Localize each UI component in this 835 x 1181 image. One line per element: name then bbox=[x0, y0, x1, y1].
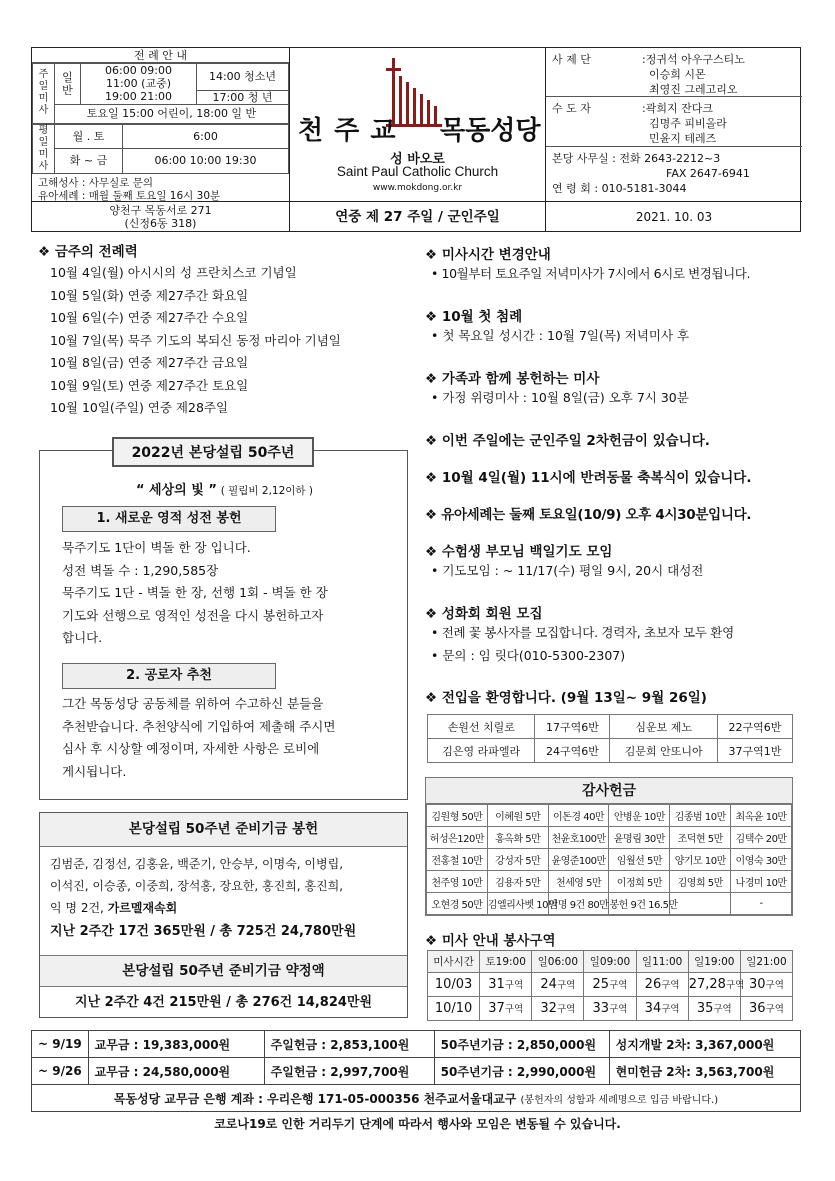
table-row bbox=[428, 739, 793, 763]
clergy-role: 사 제 단 bbox=[552, 53, 591, 66]
table-row bbox=[32, 1085, 801, 1112]
notice-bullet: 가정 위령미사 : 10월 8일(금) 오후 7시 30분 bbox=[442, 390, 689, 405]
welcome-cell: 24구역6반 bbox=[535, 739, 610, 763]
anniversary-title: 2022년 본당설립 50주년 bbox=[112, 437, 314, 467]
table-row bbox=[428, 973, 793, 997]
zone-cell bbox=[532, 973, 584, 997]
notice-bullet: 10월부터 토요주일 저녁미사가 7시에서 6시로 변경됩니다. bbox=[441, 266, 751, 281]
finance-value: 24,580,000원 bbox=[142, 1064, 231, 1079]
zone-suffix: 구역 bbox=[504, 980, 524, 991]
notice-heading: 유아세례는 둘째 토요일(10/9) 오후 4시30분입니다. bbox=[441, 507, 752, 523]
zone-number: 27,28 bbox=[688, 977, 726, 992]
liturgy-item: 10월 6일(수) 연중 제27주간 수요일 bbox=[50, 310, 249, 325]
zone-suffix: 구역 bbox=[556, 980, 576, 991]
bulletin-date: 2021. 10. 03 bbox=[545, 202, 802, 232]
weekday-label: 평일 미사 bbox=[33, 124, 55, 173]
sub2-line: 심사 후 시상할 예정이며, 자세한 사항은 로비에 bbox=[62, 741, 320, 756]
donation-cell: 이혜원 5만 bbox=[487, 805, 548, 827]
diamond-icon: ❖ bbox=[425, 606, 442, 622]
donation-cell: 천세영 5만 bbox=[548, 871, 609, 893]
sub2-line: 그간 목동성당 공동체를 위하여 수고하신 분들을 bbox=[62, 696, 324, 711]
zone-number: 31 bbox=[488, 977, 505, 992]
zone-header-cell: 일06:00 bbox=[532, 951, 584, 973]
notice-heading: 미사시간 변경안내 bbox=[441, 247, 551, 263]
zone-number: 37 bbox=[488, 1001, 505, 1016]
donation-cell: 이영숙 30만 bbox=[731, 849, 792, 871]
address-line-2: (신정6동 318) bbox=[124, 217, 197, 230]
sunday-times-a: 06:00 09:00 bbox=[81, 64, 197, 78]
fund-names: 김범준, 김정선, 김홍윤, 백준기, 안승부, 이명숙, 이병립, bbox=[50, 857, 344, 871]
donation-cell: 양기모 10만 bbox=[670, 849, 731, 871]
bullet-icon: • bbox=[431, 390, 443, 405]
donation-cell: - bbox=[731, 893, 792, 915]
table-header-row bbox=[428, 951, 793, 973]
finance-table bbox=[31, 1030, 801, 1112]
zone-number: 34 bbox=[644, 1001, 662, 1016]
clergy-name-0: 정귀석 아우구스티노 bbox=[645, 53, 745, 66]
liturgy-item: 10월 4일(월) 아시시의 성 프란치스코 기념일 bbox=[50, 265, 297, 280]
table-row bbox=[428, 997, 793, 1021]
donation-cell bbox=[670, 893, 731, 915]
clergy-name-1: 이승희 시몬 bbox=[649, 68, 706, 81]
weekday-times-1: 06:00 10:00 19:30 bbox=[123, 149, 289, 174]
zone-suffix: 구역 bbox=[661, 1004, 680, 1015]
welcome-cell: 17구역6반 bbox=[535, 715, 610, 739]
address bbox=[32, 202, 290, 232]
table-row bbox=[427, 893, 792, 915]
sub1-line: 성전 벽돌 수 : 1,290,585장 bbox=[62, 562, 219, 578]
sub1-line: 묵주기도 1단이 벽돌 한 장 입니다. bbox=[62, 540, 251, 555]
zone-cell bbox=[688, 973, 745, 997]
welcome-cell: 김문희 안또니아 bbox=[610, 739, 717, 763]
zone-header-cell: 일19:00 bbox=[688, 951, 740, 973]
zone-suffix: 구역 bbox=[556, 1004, 576, 1015]
welcome-cell: 22구역6반 bbox=[717, 715, 792, 739]
fund-box bbox=[39, 812, 408, 1018]
religious-name-0: 곽희지 잔다크 bbox=[645, 102, 713, 115]
welcome-cell: 37구역1반 bbox=[717, 739, 792, 763]
finance-label: 현미헌금 2차: bbox=[615, 1064, 691, 1079]
finance-value: 2,853,100원 bbox=[330, 1037, 410, 1052]
religious-name-2: 민윤지 테레즈 bbox=[649, 132, 717, 145]
zone-suffix: 구역 bbox=[504, 1004, 524, 1015]
staff-contacts: 사 제 단 : 정귀석 아우구스티노 이승희 시몬 최영진 그레고리오 수 도 자 : 곽희지 잔다크 김명주 피비올라 민윤지 테레즈 본당 사무실 : 전화 2643-2212~3 FAX 2647-6941 연 령 회 : 010-5181-3044 bbox=[545, 48, 802, 201]
zone-header-cell: 토19:00 bbox=[480, 951, 532, 973]
donation-cell: 김종범 10만 bbox=[670, 805, 731, 827]
zone-number: 36 bbox=[748, 1001, 766, 1016]
account-note: (봉헌자의 성함과 세례명으로 입금 바랍니다.) bbox=[520, 1094, 719, 1106]
sunday-times-b: 11:00 (교중) bbox=[81, 77, 197, 90]
donations-title: 감사헌금 bbox=[426, 778, 792, 804]
sub2-line: 추천받습니다. 추천양식에 기입하여 제출해 주시면 bbox=[62, 718, 336, 734]
zone-suffix: 구역 bbox=[725, 980, 745, 991]
diamond-icon: ❖ bbox=[425, 433, 442, 449]
zone-cell bbox=[636, 973, 688, 997]
week-title: 연중 제 27 주일 / 군인주일 bbox=[335, 209, 500, 225]
donation-cell: 천주영 10만 bbox=[427, 871, 488, 893]
fund-names: 이석진, 이승종, 이중희, 장석홍, 장요한, 홍진희, 홍진희, bbox=[50, 879, 344, 893]
zone-cell bbox=[480, 997, 532, 1021]
anniversary-sub2: 2. 공로자 추천 bbox=[62, 663, 276, 689]
table-row bbox=[32, 1031, 801, 1058]
donation-cell: 강성자 5만 bbox=[487, 849, 548, 871]
donations-box bbox=[425, 777, 793, 916]
welcome-table bbox=[427, 714, 793, 763]
bullet-icon: • bbox=[431, 563, 443, 578]
sub2-line: 게시됩니다. bbox=[62, 763, 127, 779]
english-name: Saint Paul Catholic Church bbox=[336, 164, 499, 179]
notice-heading: 10월 첫 첨례 bbox=[441, 309, 523, 325]
finance-label: 교무금 : bbox=[94, 1064, 139, 1079]
zone-number: 24 bbox=[540, 977, 557, 992]
zone-cell bbox=[584, 997, 636, 1021]
donation-cell: 전홍철 10만 bbox=[427, 849, 488, 871]
table-row bbox=[427, 827, 792, 849]
diamond-icon: ❖ bbox=[425, 507, 442, 523]
notice-heading: 수험생 부모님 백일기도 모임 bbox=[441, 544, 613, 560]
welcome-cell: 심운보 제노 bbox=[610, 715, 717, 739]
donation-cell: 김원형 50만 bbox=[427, 805, 488, 827]
bullet-icon: • bbox=[431, 647, 443, 663]
table-row bbox=[427, 871, 792, 893]
welcome-cell: 손원선 치릴로 bbox=[428, 715, 535, 739]
sunday-sub: 일반 bbox=[55, 64, 81, 105]
finance-value: 19,383,000원 bbox=[142, 1037, 231, 1052]
table-row bbox=[427, 849, 792, 871]
zone-cell bbox=[740, 997, 792, 1021]
anniversary-motto-ref: ( 필립비 2,12이하 ) bbox=[220, 485, 314, 497]
notice-bullet: 문의 : 임 릿다(010-5300-2307) bbox=[442, 647, 626, 663]
finance-label: 주일헌금 : bbox=[270, 1064, 327, 1079]
notice-bullet: 기도모임 : ~ 11/17(수) 평일 9시, 20시 대성전 bbox=[442, 563, 704, 578]
notices bbox=[425, 243, 805, 712]
finance-value: 3,563,700원 bbox=[695, 1064, 775, 1079]
finance-value: 2,850,000원 bbox=[516, 1037, 597, 1052]
sunday-label: 주일 미사 bbox=[33, 64, 55, 124]
table-row bbox=[427, 805, 792, 827]
notice-heading: 이번 주일에는 군인주일 2차헌금이 있습니다. bbox=[441, 433, 710, 449]
pledge-title: 본당설립 50주년 준비기금 약정액 bbox=[40, 955, 407, 987]
zone-cell bbox=[740, 973, 792, 997]
liturgy-item: 10월 10일(주일) 연중 제28주일 bbox=[50, 400, 229, 415]
funeral-org-phone: 연 령 회 : 010-5181-3044 bbox=[552, 182, 687, 195]
table-row bbox=[428, 715, 793, 739]
welcome-heading: 전입을 환영합니다. (9월 13일~ 9월 26일) bbox=[441, 690, 707, 706]
zone-cell bbox=[584, 973, 636, 997]
notice-heading: 가족과 함께 봉헌하는 미사 bbox=[441, 371, 600, 387]
adult-youth-time: 17:00 청 년 bbox=[197, 90, 289, 104]
finance-label: 50주년기금 : bbox=[440, 1037, 513, 1052]
donation-cell: 천윤호100만 bbox=[548, 827, 609, 849]
diamond-icon: ❖ bbox=[425, 309, 442, 325]
fund-title: 본당설립 50주년 준비기금 봉헌 bbox=[40, 813, 407, 847]
sub1-line: 기도와 선행으로 영적인 성전을 다시 봉헌하고자 bbox=[62, 607, 324, 623]
zone-suffix: 구역 bbox=[661, 980, 680, 991]
bullet-icon: • bbox=[431, 328, 443, 343]
zone-suffix: 구역 bbox=[609, 1004, 628, 1015]
liturgy-calendar bbox=[38, 240, 423, 420]
donation-cell: 이돈경 40만 bbox=[548, 805, 609, 827]
saturday-line: 토요일 15:00 어린이, 18:00 일 반 bbox=[55, 104, 289, 123]
notice-bullet: 첫 목요일 성시간 : 10월 7일(목) 저녁미사 후 bbox=[442, 328, 690, 343]
zone-suffix: 구역 bbox=[765, 980, 784, 991]
zone-number: 32 bbox=[540, 1001, 557, 1016]
sub1-line: 묵주기도 1단 - 벽돌 한 장, 선행 1회 - 벽돌 한 장 bbox=[62, 585, 328, 600]
weekday-times-0: 6:00 bbox=[123, 124, 289, 149]
donation-cell: 나경미 10만 bbox=[731, 871, 792, 893]
donation-cell: 윤영준100만 bbox=[548, 849, 609, 871]
diamond-icon: ❖ bbox=[425, 690, 442, 706]
zone-date: 10/10 bbox=[428, 997, 480, 1021]
donation-cell: 홍옥화 5만 bbox=[487, 827, 548, 849]
diamond-icon: ❖ bbox=[425, 544, 442, 560]
donation-cell: 김택수 20만 bbox=[731, 827, 792, 849]
weekday-days-1: 화 ~ 금 bbox=[55, 149, 123, 174]
church-suffix: 목동성당 bbox=[440, 116, 541, 146]
footer-note: 코로나19로 인한 거리두기 단계에 따라서 행사와 모임은 변동될 수 있습니다. bbox=[214, 1117, 621, 1131]
zone-number: 35 bbox=[696, 1001, 714, 1016]
donation-cell: 오현경 50만 bbox=[427, 893, 488, 915]
bulletin-header bbox=[31, 47, 801, 232]
liturgy-item: 10월 5일(화) 연중 제27주간 화요일 bbox=[50, 287, 249, 303]
zone-cell bbox=[480, 973, 532, 997]
diamond-icon: ❖ bbox=[425, 470, 442, 486]
zone-date: 10/03 bbox=[428, 973, 480, 997]
zone-header-cell: 일11:00 bbox=[636, 951, 688, 973]
confession-info: 고해성사 : 사무실로 문의 bbox=[38, 176, 153, 189]
zone-number: 25 bbox=[592, 977, 610, 992]
donations-table bbox=[426, 804, 792, 915]
zone-cell bbox=[636, 997, 688, 1021]
donation-cell: 최옥윤 10만 bbox=[731, 805, 792, 827]
donation-cell: 김용자 5만 bbox=[487, 871, 548, 893]
zone-cell bbox=[532, 997, 584, 1021]
notice-heading: 성화회 회원 모집 bbox=[441, 606, 543, 622]
finance-label: 50주년기금 : bbox=[440, 1064, 513, 1079]
finance-period: ~ 9/19 bbox=[32, 1031, 89, 1058]
diamond-icon: ❖ bbox=[425, 933, 442, 949]
donation-cell: 안병운 10만 bbox=[609, 805, 670, 827]
diamond-icon: ❖ bbox=[425, 371, 442, 387]
mass-zone-table bbox=[427, 950, 793, 1021]
liturgy-heading: 금주의 전례력 bbox=[54, 244, 138, 260]
zone-header-cell: 일21:00 bbox=[740, 951, 792, 973]
welcome-cell: 김은영 라파엘라 bbox=[428, 739, 535, 763]
religious-name-1: 김명주 피비올라 bbox=[649, 117, 727, 130]
office-phone: 본당 사무실 : 전화 2643-2212~3 bbox=[552, 152, 721, 165]
zone-suffix: 구역 bbox=[765, 1004, 784, 1015]
finance-value: 2,997,700원 bbox=[330, 1064, 410, 1079]
office-fax: FAX 2647-6941 bbox=[666, 167, 750, 180]
mass-schedule bbox=[32, 48, 290, 201]
zone-number: 33 bbox=[592, 1001, 610, 1016]
finance-label: 교무금 : bbox=[94, 1037, 139, 1052]
notice-bullet: 전례 꽃 봉사자를 모집합니다. 경력자, 초보자 모두 환영 bbox=[441, 625, 734, 640]
finance-value: 2,990,000원 bbox=[516, 1064, 597, 1079]
anniversary-box bbox=[39, 445, 408, 800]
pledge-summary: 지난 2주간 4건 215만원 / 총 276건 14,824만원 bbox=[74, 995, 373, 1010]
schedule-title: 전 례 안 내 bbox=[32, 48, 289, 63]
zone-suffix: 구역 bbox=[609, 980, 628, 991]
donation-cell: 김영희 5만 bbox=[670, 871, 731, 893]
zone-number: 26 bbox=[644, 977, 662, 992]
finance-value: 3,367,000원 bbox=[695, 1037, 775, 1052]
patron-name: 성 바오로 bbox=[390, 152, 445, 167]
donation-cell: 윤명림 30만 bbox=[609, 827, 670, 849]
youth-time: 14:00 청소년 bbox=[197, 64, 289, 91]
anniversary-sub1: 1. 새로운 영적 성전 봉헌 bbox=[62, 506, 276, 532]
sunday-times-c: 19:00 21:00 bbox=[81, 90, 197, 104]
donation-cell: 이정희 5만 bbox=[609, 871, 670, 893]
zone-number: 30 bbox=[748, 977, 766, 992]
donation-cell: 허성은120만 bbox=[427, 827, 488, 849]
church-branding bbox=[290, 48, 545, 201]
zone-suffix: 구역 bbox=[713, 1004, 732, 1015]
donation-cell: 익명 9건 80만 bbox=[548, 893, 609, 915]
liturgy-item: 10월 8일(금) 연중 제27주간 금요일 bbox=[50, 355, 249, 370]
zone-cell bbox=[688, 997, 740, 1021]
fund-names-last-bold: 가르멜재속회 bbox=[107, 901, 178, 915]
finance-period: ~ 9/26 bbox=[32, 1058, 89, 1085]
bullet-icon: • bbox=[431, 625, 442, 640]
religious-role: 수 도 자 bbox=[552, 102, 591, 115]
diamond-icon: ❖ bbox=[38, 244, 55, 260]
liturgy-item: 10월 9일(토) 연중 제27주간 토요일 bbox=[50, 377, 249, 393]
anniversary-motto: “ 세상의 빛 ” bbox=[135, 483, 217, 498]
church-prefix: 천 주 교 bbox=[298, 116, 397, 146]
mass-zone-heading: 미사 안내 봉사구역 bbox=[441, 933, 556, 949]
fund-names-last: 익 명 2건, bbox=[50, 901, 104, 915]
infant-baptism-info: 유아세례 : 매월 둘째 토요일 16시 30분 bbox=[38, 189, 221, 202]
account-info: 목동성당 교무금 은행 계좌 : 우리은행 171-05-000356 천주교서울대교구 bbox=[113, 1091, 517, 1106]
donation-cell: 임월선 5만 bbox=[609, 849, 670, 871]
finance-label: 성지개발 2차: bbox=[615, 1037, 691, 1052]
fund-summary: 지난 2주간 17건 365만원 / 총 725건 24,780만원 bbox=[50, 924, 357, 939]
sub1-line: 합니다. bbox=[62, 630, 103, 645]
table-row bbox=[32, 1058, 801, 1085]
zone-header-cell: 일09:00 bbox=[584, 951, 636, 973]
donation-cell: 김엘리사벳 10만 bbox=[487, 893, 548, 915]
weekday-days-0: 월 . 토 bbox=[55, 124, 123, 149]
finance-label: 주일헌금 : bbox=[270, 1037, 327, 1052]
donation-cell: 봉헌 9건 16.5만 bbox=[609, 893, 670, 915]
clergy-name-2: 최영진 그레고리오 bbox=[649, 83, 738, 96]
notice-heading: 10월 4일(월) 11시에 반려동물 축복식이 있습니다. bbox=[441, 470, 752, 486]
website[interactable]: www.mokdong.or.kr bbox=[372, 183, 463, 193]
donation-cell: 조덕현 5만 bbox=[670, 827, 731, 849]
diamond-icon: ❖ bbox=[425, 247, 442, 263]
address-line-1: 양천구 목동서로 271 bbox=[109, 204, 212, 217]
zone-header-cell: 미사시간 bbox=[428, 951, 480, 973]
liturgy-item: 10월 7일(목) 묵주 기도의 복되신 동정 마리아 기념일 bbox=[50, 332, 341, 348]
bullet-icon: • bbox=[431, 266, 442, 281]
